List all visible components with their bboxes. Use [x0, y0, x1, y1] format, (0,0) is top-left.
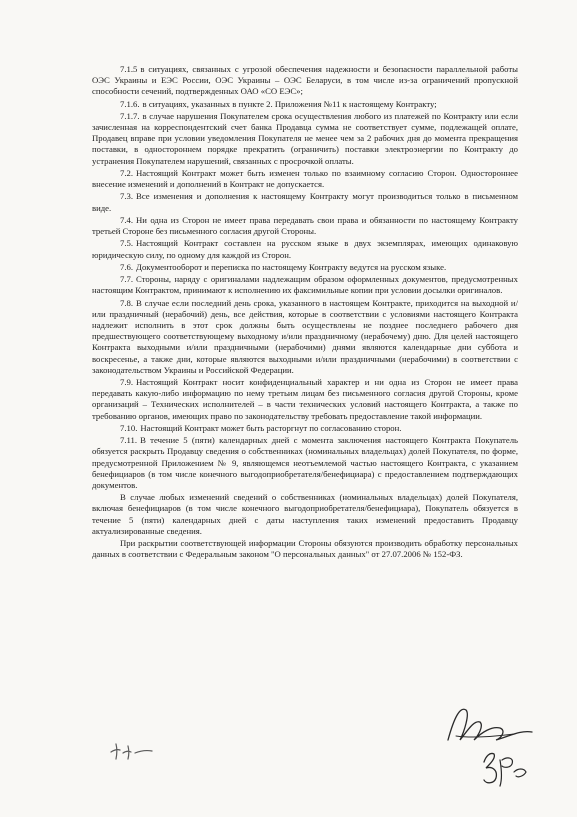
- paragraph-7-11: 7.11. В течение 5 (пяти) календарных дней с момента заключения настоящего Контракта Покупатель обязуется раскрыть Продавцу сведения о собственниках (номинальных владельцах) долей Покупателя, по форме, предусмотренной Приложением № 9, являющемся неотъемлемой частью настоящего Контракта, с указанием бенефициаров (в том числе конечного выгодоприобретателя/бенефициара) с предоставлением подтверждающих документов.: [92, 435, 518, 490]
- paragraph-7-4: 7.4. Ни одна из Сторон не имеет права передавать свои права и обязанности по настоящему Контракту третьей Стороне без письменного согласия другой Стороны.: [92, 214, 518, 237]
- paragraph-7-3: 7.3. Все изменения и дополнения к настоящему Контракту могут производиться только в письменном виде.: [92, 191, 518, 213]
- left-initials-signature: [108, 738, 158, 762]
- document-body: [92, 64, 518, 562]
- paragraph-7-10: 7.10. Настоящий Контракт может быть расторгнут по согласованию сторон.: [120, 422, 402, 433]
- paragraph-7-8: 7.8. В случае если последний день срока, указанного в настоящем Контракте, приходится на выходной и/или праздничный (нерабочий) день, все действия, которые в соответствии с условиями настоящего Контракта надлежит исполнить в этот срок должны быть осуществлены не позднее последнего рабочего дня предшествующего соответствующему выходному и/или праздничному (нерабочему) дню. Для целей настоящего Контракта выходными и/или праздничными (нерабочими) днями являются календарные дни суббота и воскресенье, а также дни, которые являются выходными и/или праздничными (нерабочими) в соответствии с законодательством Украины и Российской Федерации.: [92, 297, 518, 375]
- paragraph-7-9: 7.9. Настоящий Контракт носит конфиденциальный характер и ни одна из Сторон не имеет права передавать какую-либо информацию по нему третьим лицам без письменного согласия другой Стороны, кроме организаций – Технических исполнителей – в части технических условий настоящего Контракта, а также по требованию органов, имеющих право по законодательству требовать предоставление такой информации.: [92, 377, 518, 421]
- paragraph-personal-data: При раскрытии соответствующей информации Стороны обязуются производить обработку персональных данных в соответствии с Федеральным законом "О персональных данных" от 27.07.2006 № 152-ФЗ.: [92, 538, 518, 560]
- paragraph-7-7: 7.7. Стороны, наряду с оригиналами надлежащим образом оформленных документов, предусмотренных настоящим Контрактом, принимают к исполнению их факсимильные копии при условии досылки оригиналов.: [92, 274, 518, 296]
- paragraph-7-6: 7.6. Документооборот и переписка по настоящему Контракту ведутся на русском языке.: [120, 261, 447, 272]
- paragraph-beneficiary-changes: В случае любых изменений сведений о собственниках (номинальных владельцах) долей Покупателя, включая бенефициаров (в том числе конечного выгодоприобретателя/бенефициара), Покупатель обязуется в течение 5 (пяти) календарных дней с даты наступления таких изменений предоставить Продавцу актуализированные сведения.: [92, 492, 518, 536]
- paragraph-7-2: 7.2. Настоящий Контракт может быть изменен только по взаимному согласию Сторон. Одностороннее внесение изменений и дополнений в Контракт не допускается.: [92, 167, 518, 190]
- right-handwritten-signature: [440, 700, 540, 790]
- paragraph-7-1-7: 7.1.7. в случае нарушения Покупателем срока осуществления любого из платежей по Контракту или если зачисленная на корреспондентский счет банка Продавца сумма не соответствует сумме, подлежащей оплате, Продавец вправе при условии уведомления Покупателя не менее чем за 2 рабочих дня до момента прекращения поставки, в одностороннем порядке прекратить (ограничить) поставки электроэнергии по Контракту до устранения Покупателем нарушений, связанных с просрочкой оплаты.: [92, 111, 518, 166]
- paragraph-7-1-5: 7.1.5 в ситуациях, связанных с угрозой обеспечения надежности и безопасности параллельной работы ОЭС Украины и ЕЭС России, ОЭС Украины – ОЭС Беларуси, в том числе из-за ограничений пропускной способности сечений, подтвержденных ОАО «СО ЕЭС»;: [92, 64, 518, 97]
- paragraph-7-1-6: 7.1.6. в ситуациях, указанных в пункте 2. Приложения №11 к настоящему Контракту;: [120, 98, 437, 109]
- paragraph-7-5: 7.5. Настоящий Контракт составлен на русском языке в двух экземплярах, имеющих одинаковую юридическую силу, по одному для каждой из Сторон.: [92, 238, 518, 260]
